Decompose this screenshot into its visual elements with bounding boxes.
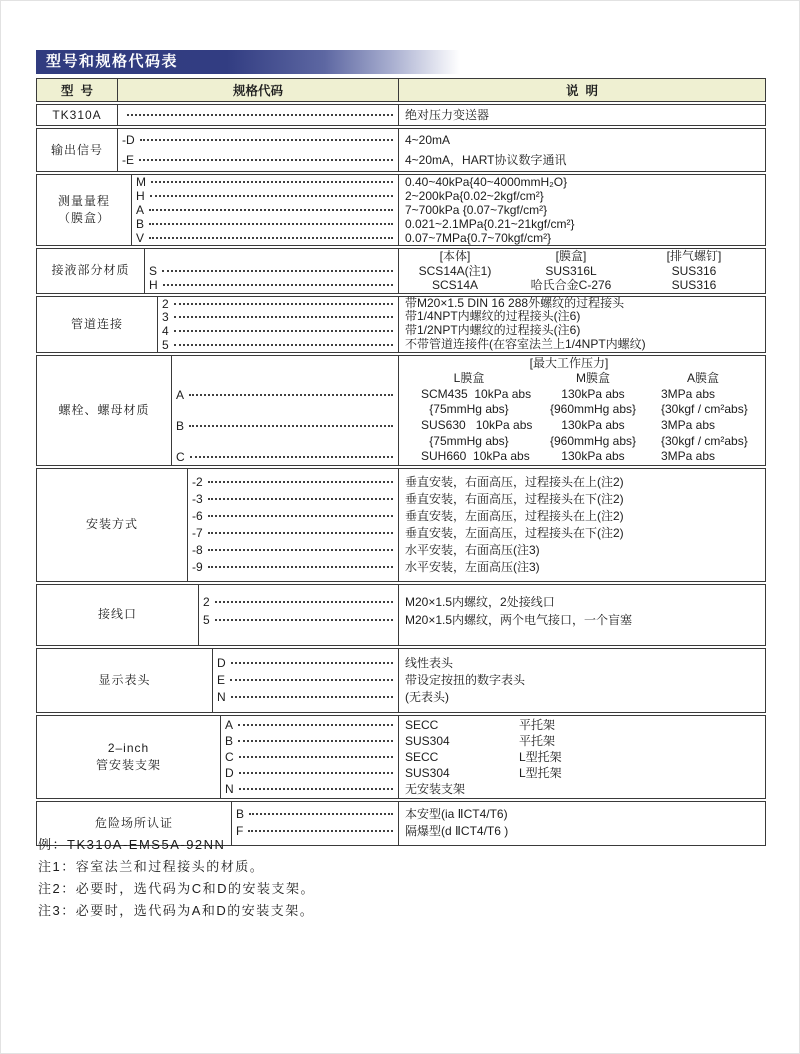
spec-description: 0.40~40kPa{40~4000mmH₂O}	[405, 175, 568, 189]
dotted-leader	[208, 515, 393, 517]
code-line	[132, 231, 398, 245]
header-model-column: 型 号	[37, 79, 118, 101]
code-column	[118, 105, 399, 125]
dotted-leader	[208, 532, 393, 534]
spec-description: M20×1.5内螺纹，2处接线口	[405, 594, 555, 609]
code-line	[188, 559, 398, 576]
section-pipe-connection	[36, 296, 766, 353]
spec-code: -E	[122, 153, 134, 167]
spec-code: M	[136, 175, 146, 189]
code-line	[158, 310, 398, 324]
spec-code: C	[225, 749, 234, 764]
note-2: 注2：必要时，选代码为C和D的安装支架。	[38, 881, 316, 896]
dotted-leader	[238, 724, 393, 726]
spec-description: 垂直安装，右面高压，过程接头在上(注2)	[405, 474, 624, 489]
pressure-cell: 130kPa abs	[561, 449, 625, 464]
section-label	[37, 105, 118, 125]
code-line	[188, 474, 398, 491]
dotted-leader	[174, 330, 393, 332]
code-line	[221, 749, 398, 765]
spec-description: 带M20×1.5 DIN 16 288外螺纹的过程接头	[405, 295, 625, 310]
code-column	[118, 129, 399, 171]
spec-code: 5	[203, 612, 210, 627]
code-line	[118, 130, 398, 150]
spec-description: 垂直安装，左面高压，过程接头在上(注2)	[405, 508, 624, 523]
desc-column	[399, 105, 765, 125]
dotted-leader	[231, 696, 393, 698]
code-line	[145, 264, 398, 279]
material-cell: 哈氏合金C-276	[530, 278, 612, 293]
note-1: 注1：容室法兰和过程接头的材质。	[38, 859, 265, 874]
spec-code: N	[225, 781, 234, 796]
code-line-empty	[172, 356, 398, 372]
bracket-type: L型托架	[519, 765, 562, 780]
spec-code: -8	[192, 543, 203, 558]
code-line	[221, 765, 398, 781]
spec-description: 2~200kPa{0.02~2kgf/cm²}	[405, 189, 544, 203]
section-label	[37, 297, 158, 352]
spec-code: S	[149, 263, 158, 278]
spec-description: 4~20mA	[405, 133, 451, 147]
bracket-material: SECC	[405, 717, 439, 732]
label-text: 显示表头	[98, 672, 151, 687]
code-line	[188, 525, 398, 542]
pressure-cell: 3MPa abs	[661, 449, 716, 464]
code-column	[145, 249, 399, 293]
spec-description: 带1/4NPT内螺纹的过程接头(注6)	[405, 309, 581, 324]
pressure-col-header: M膜盒	[576, 371, 610, 386]
pressure-cell: {75mmHg abs}	[429, 402, 509, 417]
section-label	[37, 129, 118, 171]
pressure-table	[399, 371, 765, 465]
spec-code: B	[225, 733, 234, 748]
pressure-cell: SUH660 10kPa abs	[421, 449, 530, 464]
section-output-signal	[36, 128, 766, 172]
material-col-header: [膜盒]	[555, 249, 587, 263]
spec-code: V	[136, 231, 145, 245]
code-line	[221, 781, 398, 797]
spec-description: 7~700kPa {0.07~7kgf/cm²}	[405, 203, 548, 217]
dotted-leader	[149, 209, 393, 211]
spec-code: B	[176, 418, 185, 433]
section-mounting-style	[36, 468, 766, 582]
dotted-leader	[174, 303, 393, 305]
spec-description	[399, 749, 765, 765]
bracket-type: L型托架	[519, 749, 562, 764]
spec-code: N	[217, 690, 226, 705]
dotted-leader	[208, 498, 393, 500]
code-line-empty	[172, 402, 398, 418]
spec-description: 不带管道连接件(在容室法兰上1/4NPT内螺纹)	[405, 336, 646, 351]
spec-code: 5	[162, 337, 169, 352]
spec-description: (无表头)	[405, 689, 449, 704]
header-desc-column: 说 明	[566, 84, 598, 98]
code-line	[188, 508, 398, 525]
dotted-leader	[208, 549, 393, 551]
spec-description: 带1/2NPT内螺纹的过程接头(注6)	[405, 323, 581, 338]
dotted-leader	[162, 270, 393, 272]
label-text: 输出信号	[50, 142, 103, 157]
code-line	[118, 150, 398, 170]
label-text: 管安装支架	[95, 757, 161, 772]
spec-description: 带设定按扭的数字表头	[405, 672, 526, 687]
material-cell: SUS316	[671, 263, 717, 278]
code-line	[132, 217, 398, 231]
spec-description: 隔爆型(d ⅡCT4/T6 )	[405, 823, 509, 838]
code-line	[199, 593, 398, 611]
note-3: 注3：必要时，选代码为A和D的安装支架。	[38, 903, 315, 918]
bracket-material: SUS304	[405, 765, 450, 780]
pressure-cell: SUS630 10kPa abs	[421, 417, 533, 432]
spec-code: D	[217, 656, 226, 671]
dotted-leader	[239, 788, 393, 790]
spec-description	[399, 717, 765, 733]
desc-column	[399, 649, 765, 712]
section-label	[37, 249, 145, 293]
code-line	[158, 324, 398, 338]
label-text: 测量量程	[57, 194, 110, 208]
code-column	[213, 649, 399, 712]
pressure-cell: 130kPa abs	[561, 386, 625, 401]
code-line	[199, 611, 398, 629]
pressure-table-title: [最大工作压力]	[529, 355, 609, 370]
spec-description: 4~20mA，HART协议数字通讯	[405, 153, 567, 167]
section-mounting-bracket	[36, 715, 766, 799]
label-text: 危险场所认证	[94, 815, 173, 830]
dotted-leader	[150, 195, 393, 197]
dotted-leader	[127, 114, 393, 116]
code-line	[188, 542, 398, 559]
spec-description: 垂直安装，右面高压，过程接头在下(注2)	[405, 491, 624, 506]
dotted-leader	[149, 223, 393, 225]
code-column	[132, 175, 399, 245]
pressure-cell: 130kPa abs	[561, 417, 625, 432]
spec-description: 0.07~7MPa{0.7~70kgf/cm²}	[405, 231, 552, 245]
section-bolt-nut-material	[36, 355, 766, 466]
spec-description: 绝对压力变送器	[405, 108, 490, 122]
code-line	[221, 717, 398, 733]
spec-code: A	[225, 717, 234, 732]
spec-code: 4	[162, 324, 169, 338]
spec-code: 3	[162, 310, 169, 325]
code-line	[188, 491, 398, 508]
table-header-row	[36, 78, 766, 102]
spec-code-table	[36, 78, 766, 848]
dotted-leader	[190, 456, 393, 458]
section-conduit-connection	[36, 584, 766, 646]
spec-code: F	[236, 824, 244, 839]
desc-column	[399, 175, 765, 245]
spec-code: H	[149, 278, 158, 293]
pressure-cell: {960mmHg abs}	[549, 433, 637, 448]
section-measuring-range	[36, 174, 766, 246]
material-cell: SUS316	[671, 278, 717, 293]
code-column	[172, 356, 399, 465]
code-line-empty	[172, 371, 398, 387]
label-text: 管道连接	[70, 316, 123, 331]
spec-code: -D	[122, 133, 135, 147]
footnotes	[38, 834, 315, 922]
material-table	[399, 249, 765, 293]
spec-code: E	[217, 673, 226, 688]
material-cell: SCS14A(注1)	[418, 263, 492, 278]
dotted-leader	[230, 679, 393, 681]
code-line	[132, 203, 398, 217]
section-label	[37, 716, 221, 798]
code-line	[232, 806, 398, 823]
section-label	[37, 469, 188, 581]
desc-column	[399, 716, 765, 798]
spec-description: 本安型(ia ⅡCT4/T6)	[405, 806, 508, 821]
spec-code: C	[176, 449, 185, 464]
dotted-leader	[189, 394, 393, 396]
dotted-leader	[215, 601, 393, 603]
spec-code: D	[225, 765, 234, 780]
dotted-leader	[139, 159, 393, 161]
spec-code: 2	[162, 296, 169, 311]
code-line-empty	[172, 434, 398, 450]
dotted-leader	[174, 344, 393, 346]
desc-column	[399, 356, 765, 465]
label-text: 螺栓、螺母材质	[58, 402, 150, 417]
dotted-leader	[163, 284, 393, 286]
code-line	[158, 297, 398, 311]
code-line	[221, 733, 398, 749]
dotted-leader	[151, 181, 393, 183]
section-indicator	[36, 648, 766, 713]
bracket-material: SECC	[405, 749, 439, 764]
code-line	[172, 449, 398, 465]
pressure-col-header: L膜盒	[453, 371, 485, 386]
material-cell: SUS316L	[545, 263, 597, 278]
spec-code: A	[136, 203, 145, 217]
spec-code: -3	[192, 492, 203, 507]
dotted-leader	[215, 619, 393, 621]
pressure-cell: {30kgf / cm²abs}	[661, 433, 748, 448]
spec-description: M20×1.5内螺纹，两个电气接口，一个盲塞	[405, 612, 633, 627]
code-column	[221, 716, 399, 798]
section-wetted-parts-material	[36, 248, 766, 294]
spec-code: -6	[192, 509, 203, 524]
header-code-column: 规格代码	[118, 79, 399, 101]
bracket-material: SUS304	[405, 733, 450, 748]
section-label	[37, 356, 172, 465]
spec-description: 0.021~2.1MPa{0.21~21kgf/cm²}	[405, 217, 575, 231]
desc-column	[399, 469, 765, 581]
section-label	[37, 585, 199, 645]
spec-code: A	[176, 387, 185, 402]
pressure-cell: 3MPa abs	[661, 417, 716, 432]
code-line	[213, 672, 398, 689]
dotted-leader	[174, 316, 393, 318]
spec-description: 水平安装，左面高压(注3)	[405, 559, 540, 574]
code-line	[172, 418, 398, 434]
pressure-cell: SCM435 10kPa abs	[421, 386, 532, 401]
spec-description	[399, 781, 765, 797]
code-column	[188, 469, 399, 581]
spec-code: 2	[203, 594, 210, 609]
desc-column	[399, 297, 765, 352]
bracket-material: 无安装支架	[405, 781, 466, 796]
desc-column	[399, 249, 765, 293]
spec-description	[399, 733, 765, 749]
spec-description: 水平安装，右面高压(注3)	[405, 542, 540, 557]
code-column	[158, 297, 399, 352]
dotted-leader	[239, 756, 393, 758]
example-code: 例：TK310A-EMS5A-92NN	[38, 837, 226, 852]
code-line	[213, 689, 398, 706]
code-column	[199, 585, 399, 645]
dotted-leader	[238, 740, 393, 742]
label-text: 安装方式	[85, 517, 138, 532]
dotted-leader	[208, 566, 393, 568]
pressure-cell: {30kgf / cm²abs}	[661, 402, 748, 417]
spec-code: -2	[192, 475, 203, 490]
section-label	[37, 649, 213, 712]
spec-description: 线性表头	[405, 655, 454, 670]
code-line	[172, 387, 398, 403]
spec-code: B	[236, 807, 245, 822]
dotted-leader	[208, 481, 393, 483]
dotted-leader	[249, 813, 393, 815]
bracket-type: 平托架	[519, 733, 556, 748]
code-line	[118, 105, 398, 125]
label-text: 2–inch	[107, 740, 150, 755]
section-label	[37, 175, 132, 245]
pressure-cell: {960mmHg abs}	[549, 402, 637, 417]
desc-column	[399, 129, 765, 171]
spec-description: 垂直安装，左面高压，过程接头在下(注2)	[405, 525, 624, 540]
dotted-leader	[231, 662, 393, 664]
bracket-type: 平托架	[519, 717, 556, 732]
spec-description	[399, 765, 765, 781]
label-text: 接液部分材质	[51, 263, 130, 278]
dotted-leader	[239, 772, 393, 774]
label-text: 接线口	[97, 607, 137, 622]
code-line	[132, 175, 398, 189]
code-line-empty	[145, 249, 398, 264]
dotted-leader	[140, 139, 393, 141]
section-model-number	[36, 104, 766, 126]
dotted-leader	[248, 830, 393, 832]
label-text: TK310A	[52, 107, 102, 122]
pressure-col-header: A膜盒	[686, 371, 719, 386]
dotted-leader	[149, 237, 393, 239]
spec-code: B	[136, 217, 145, 231]
desc-column	[399, 585, 765, 645]
desc-column	[399, 802, 765, 845]
spec-code: H	[136, 189, 145, 203]
page-title: 型号和规格代码表	[36, 50, 460, 74]
code-line	[213, 655, 398, 672]
code-line	[158, 338, 398, 352]
spec-code: -9	[192, 560, 203, 575]
code-line	[145, 278, 398, 293]
dotted-leader	[189, 425, 393, 427]
label-text: （膜盒）	[57, 211, 110, 225]
material-col-header: [排气螺钉]	[666, 249, 722, 263]
material-col-header: [本体]	[439, 249, 471, 263]
spec-code: -7	[192, 526, 203, 541]
pressure-cell: 3MPa abs	[661, 386, 716, 401]
material-cell: SCS14A	[431, 278, 479, 293]
code-line	[132, 189, 398, 203]
pressure-cell: {75mmHg abs}	[429, 433, 509, 448]
